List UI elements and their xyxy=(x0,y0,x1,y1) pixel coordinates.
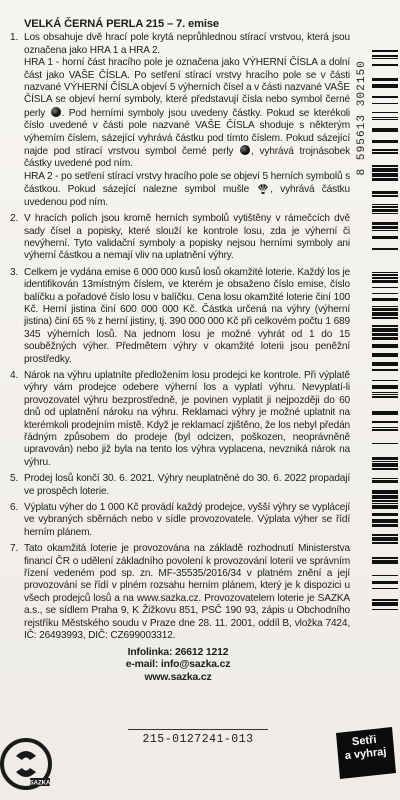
rule-text: V hracích polích jsou kromě herních symbolů vytištěny v rámečcích dvě sady čísel a popisky, které slouží ke kontrole losu, zda je výherní či nevýherní. Tyto validační symboly a popisky nejsou herními symboly ani výherní částkou a nemají vliv na uplatnění výhry. xyxy=(24,213,350,262)
barcode-bar xyxy=(372,195,398,197)
barcode-bar xyxy=(372,602,398,606)
barcode-bar xyxy=(372,457,398,460)
barcode-bar xyxy=(372,230,398,231)
black-pearl-icon xyxy=(240,145,250,155)
barcode-bar xyxy=(372,165,398,167)
barcode-bar xyxy=(372,55,398,57)
barcode-bar xyxy=(372,560,398,564)
barcode-bar xyxy=(372,280,398,283)
barcode-bar xyxy=(372,463,398,467)
barcode-bar xyxy=(372,575,398,576)
rule-text: Celkem je vydána emise 6 000 000 kusů losů okamžité loterie. Každý los je identifikován 13místným číslem, ve kterém je obsaženo číslo emise, číslo balíčku a pořadové číslo losu v balíčku. Cena losu okamžité loterie činí 100 Kč. Herní jistina činí 600 000 000 Kč. Částka určená na výhry (výherní jistina) činí 65 % z herní jistiny, tj. 390 000 000 Kč při celkovém počtu 1 689 345 výherních losů. Na jednom losu je možné vyhrát od 1 do 15 souběžných výher. Předmětem výhry v okamžité loterii jsou peněžní prostředky. xyxy=(24,266,350,365)
rule-item xyxy=(6,473,350,498)
barcode-bar xyxy=(372,557,398,559)
barcode-bar xyxy=(372,128,398,132)
barcode-bar xyxy=(372,333,398,336)
barcode-bar xyxy=(372,362,398,366)
barcode-bar xyxy=(372,209,398,212)
barcode-bar xyxy=(372,64,398,66)
barcode-bar xyxy=(372,581,398,584)
barcode-bar xyxy=(372,490,398,494)
barcode-bar xyxy=(372,394,398,395)
barcode-bar xyxy=(372,537,398,541)
barcode-digits: 8 595613 302150 xyxy=(356,60,368,176)
barcode-bar xyxy=(372,140,398,143)
rule-item xyxy=(6,32,350,209)
barcode-bar xyxy=(372,385,398,389)
barcode-bar xyxy=(372,274,398,276)
rule-number: 7. xyxy=(10,543,19,555)
barcode-bar xyxy=(372,353,398,357)
barcode-bar xyxy=(372,206,398,208)
infoline: Infolinka: 26612 1212 xyxy=(127,646,229,658)
barcode-bar xyxy=(372,248,398,250)
barcode-bar xyxy=(372,429,398,431)
barcode-bar xyxy=(372,461,398,462)
barcode-bar xyxy=(372,293,398,294)
badge-line: a vyhraj xyxy=(344,745,387,763)
barcode-bar xyxy=(372,468,398,470)
rule-number: 1. xyxy=(10,32,19,44)
barcode-bar xyxy=(372,380,398,381)
rule-number: 6. xyxy=(10,502,19,514)
rule-1-text: , vyhrává trojnásobek částky uvedené pod ním. xyxy=(24,146,350,170)
barcode-bar xyxy=(372,519,398,523)
barcode-bar xyxy=(372,78,398,81)
rules-list xyxy=(6,32,350,642)
rule-number: 5. xyxy=(10,473,19,485)
rule-item xyxy=(6,543,350,642)
barcode-bar xyxy=(372,542,398,544)
email: e-mail: info@sazka.cz xyxy=(125,659,231,671)
rule-1-paragraph: Los obsahuje dvě hrací pole krytá neprůhlednou stírací vrstvou, která jsou označena jako HRA 1 a HRA 2. xyxy=(24,32,350,56)
barcode-bar xyxy=(372,443,398,444)
rule-item xyxy=(6,370,350,469)
barcode-bar xyxy=(372,298,398,301)
barcode-bar xyxy=(372,178,398,181)
barcode-bar xyxy=(372,191,398,194)
barcode-bar xyxy=(372,226,398,229)
rules-text xyxy=(6,18,350,684)
ticket-title: VELKÁ ČERNÁ PERLA 215 – 7. emise xyxy=(24,18,219,30)
rule-item xyxy=(6,502,350,539)
barcode-bar xyxy=(372,392,398,393)
barcode-bar xyxy=(372,277,398,279)
barcode-bar xyxy=(372,328,398,332)
rule-number: 3. xyxy=(10,266,19,278)
barcode-bar xyxy=(372,325,398,327)
website: www.sazka.cz xyxy=(144,671,212,683)
rule-text: Tato okamžitá loterie je provozována na základě rozhodnutí Ministerstva financí ČR o udělení základního povolení k provozování loterií ve správním řízení vedeném pod sp. zn. MF-35535/2016/34 v platném znění a její provozování se řídí v plném rozsahu herním plánem, který je k dispozici u všech prodejců losů a na www.sazka.cz. Provozovatelem loterie je SAZKA a.s., se sídlem Praha 9, K Žižkovu 851, PSČ 190 93, zápis u Obchodního rejstříku Městského soudu v Praze dne 28. 11. 2001, oddíl B, vložka 7424, IČ: 26493993, DIČ: CZ699003312. xyxy=(24,543,350,642)
rule-1-text: HRA 2 - po setření stírací vrstvy hracího pole se objeví 5 herních symbolů s částkou. Pokud sázející nalezne symbol mušle xyxy=(24,170,350,196)
barcode-bar xyxy=(372,337,398,340)
barcode-bar xyxy=(372,427,398,428)
barcode-bar xyxy=(372,119,398,120)
barcode-bar xyxy=(372,312,398,316)
barcode-bar xyxy=(372,478,398,479)
barcode-bar xyxy=(372,421,398,423)
barcode-bar xyxy=(372,308,398,311)
barcode-bar xyxy=(372,480,398,483)
barcode-bar xyxy=(372,306,398,307)
rule-number: 2. xyxy=(10,213,19,225)
barcode-bar xyxy=(372,204,398,205)
svg-text:SAZKA: SAZKA xyxy=(29,780,51,787)
rule-item xyxy=(6,213,350,263)
barcode-bar xyxy=(372,58,398,59)
barcode-bar xyxy=(372,112,398,113)
badge-line: Setři xyxy=(351,733,378,749)
rule-1-paragraph: HRA 1 - horní část hracího pole je označena jako VÝHERNÍ ČÍSLA a dolní část jako VAŠE ČÍSLA. Po setření stírací vrstvy hracího pole se v části nazvané VÝHERNÍ ČÍSLA objeví 5 výherních čísel a v části nazvané VAŠE ČÍSLA se objeví herní symboly, které představují čísla nebo symbol černé perly . Pod herními symboly jsou uvedeny částky. Pokud se kterékoli číslo uvedené v části pole nazvané VAŠE ČÍSLA shoduje s některým výherním číslem, sázející vyhrává částku pod tímto číslem. Pokud sázející najde pod stírací vrstvou symbol černé perly , vyhrává trojnásobek částky uvedené pod ním. xyxy=(24,57,350,170)
sazka-logo-icon xyxy=(0,720,54,798)
barcode-bar xyxy=(372,317,398,319)
rule-number: 4. xyxy=(10,369,19,381)
rule-item xyxy=(6,267,350,366)
barcode-bar xyxy=(372,236,398,239)
barcode-bar xyxy=(372,272,398,273)
barcode-bar xyxy=(372,503,398,504)
barcode-bar xyxy=(372,505,398,509)
barcode-bar xyxy=(372,396,398,398)
rule-text: Výplatu výher do 1 000 Kč provádí každý prodejce, vyšší výhry se vyplácejí ve vybraných sběrnách nebo v sídle provozovatele. Výplata výher se řídí herním plánem. xyxy=(24,502,350,538)
barcode-bar xyxy=(372,411,398,415)
barcode-bar xyxy=(372,495,398,499)
barcode-bar xyxy=(372,500,398,502)
barcode-bar xyxy=(372,168,398,172)
barcode-bar xyxy=(372,149,398,151)
barcode-bar xyxy=(372,609,398,610)
barcode-bar xyxy=(372,213,398,214)
barcode-bar xyxy=(372,588,398,589)
barcode-bar xyxy=(372,534,398,536)
rule-text: Prodej losů končí 30. 6. 2021. Výhry neuplatněné do 30. 6. 2022 propadají ve prospěch loterie. xyxy=(24,473,350,497)
barcode-bar xyxy=(372,344,398,348)
black-pearl-icon xyxy=(51,107,61,117)
barcode-bar xyxy=(372,287,398,288)
barcode-bar xyxy=(372,599,398,601)
rule-text: Nárok na výhru uplatníte předložením losu prodejci ke kontrole. Při výplatě výhry vám prodejce odebere výherní los a vyplatí výhru. Nevyplatí-li provozovatel výhru bezprostředně, je povinen vyplatit ji nejpozději do 60 dnů od uplatnění nároku na výhru. Reklamaci výhry je možné uplatnit na kterémkoli prodejním místě. Když je reklamací zjištěno, že los nebyl předán řádným způsobem do prodeje (byl odcizen, poškozen, neoprávněně upravován) nebo již byla na tento los výhra vyplacena, nevzniká nárok na výhru. xyxy=(24,369,350,468)
barcode-bar xyxy=(372,96,398,98)
barcode-bar xyxy=(372,103,398,104)
barcode-bar xyxy=(372,513,398,516)
barcode-bar xyxy=(372,173,398,177)
rule-1-text: Pod herními symboly jsou uvedeny částky. Pokud se kterékoli číslo uvedené v části pole nazvané VAŠE ČÍSLA shoduje s některým výherním číslem, sázející vyhrává částku pod tímto číslem. Pokud sázející najde pod stírací vrstvou symbol černé perly xyxy=(24,107,350,158)
ticket-number: 215-0127241-013 xyxy=(128,729,268,746)
barcode-bar xyxy=(372,152,398,154)
barcode-bar xyxy=(372,50,398,52)
rule-1-text: HRA 1 - horní část hracího pole je označena jako VÝHERNÍ ČÍSLA a dolní část jako VAŠE ČÍSLA. Po setření stírací vrstvy hracího pole se v části nazvané VÝHERNÍ ČÍSLA objeví 5 výherních čísel a v části nazvané VAŠE ČÍSLA se objeví herní symboly, které představují čísla nebo symbol černé perly xyxy=(24,57,350,119)
contact-block xyxy=(6,647,350,685)
rule-1-text: , vyhrává částku uvedenou pod ním. xyxy=(24,184,351,208)
barcode-bar xyxy=(372,222,398,225)
barcode-bar xyxy=(372,117,398,118)
barcode-bar xyxy=(372,524,398,527)
barcode-bar xyxy=(372,369,398,371)
barcode-bar xyxy=(372,84,398,88)
shell-icon xyxy=(257,183,269,194)
rule-1-paragraph xyxy=(24,171,350,209)
